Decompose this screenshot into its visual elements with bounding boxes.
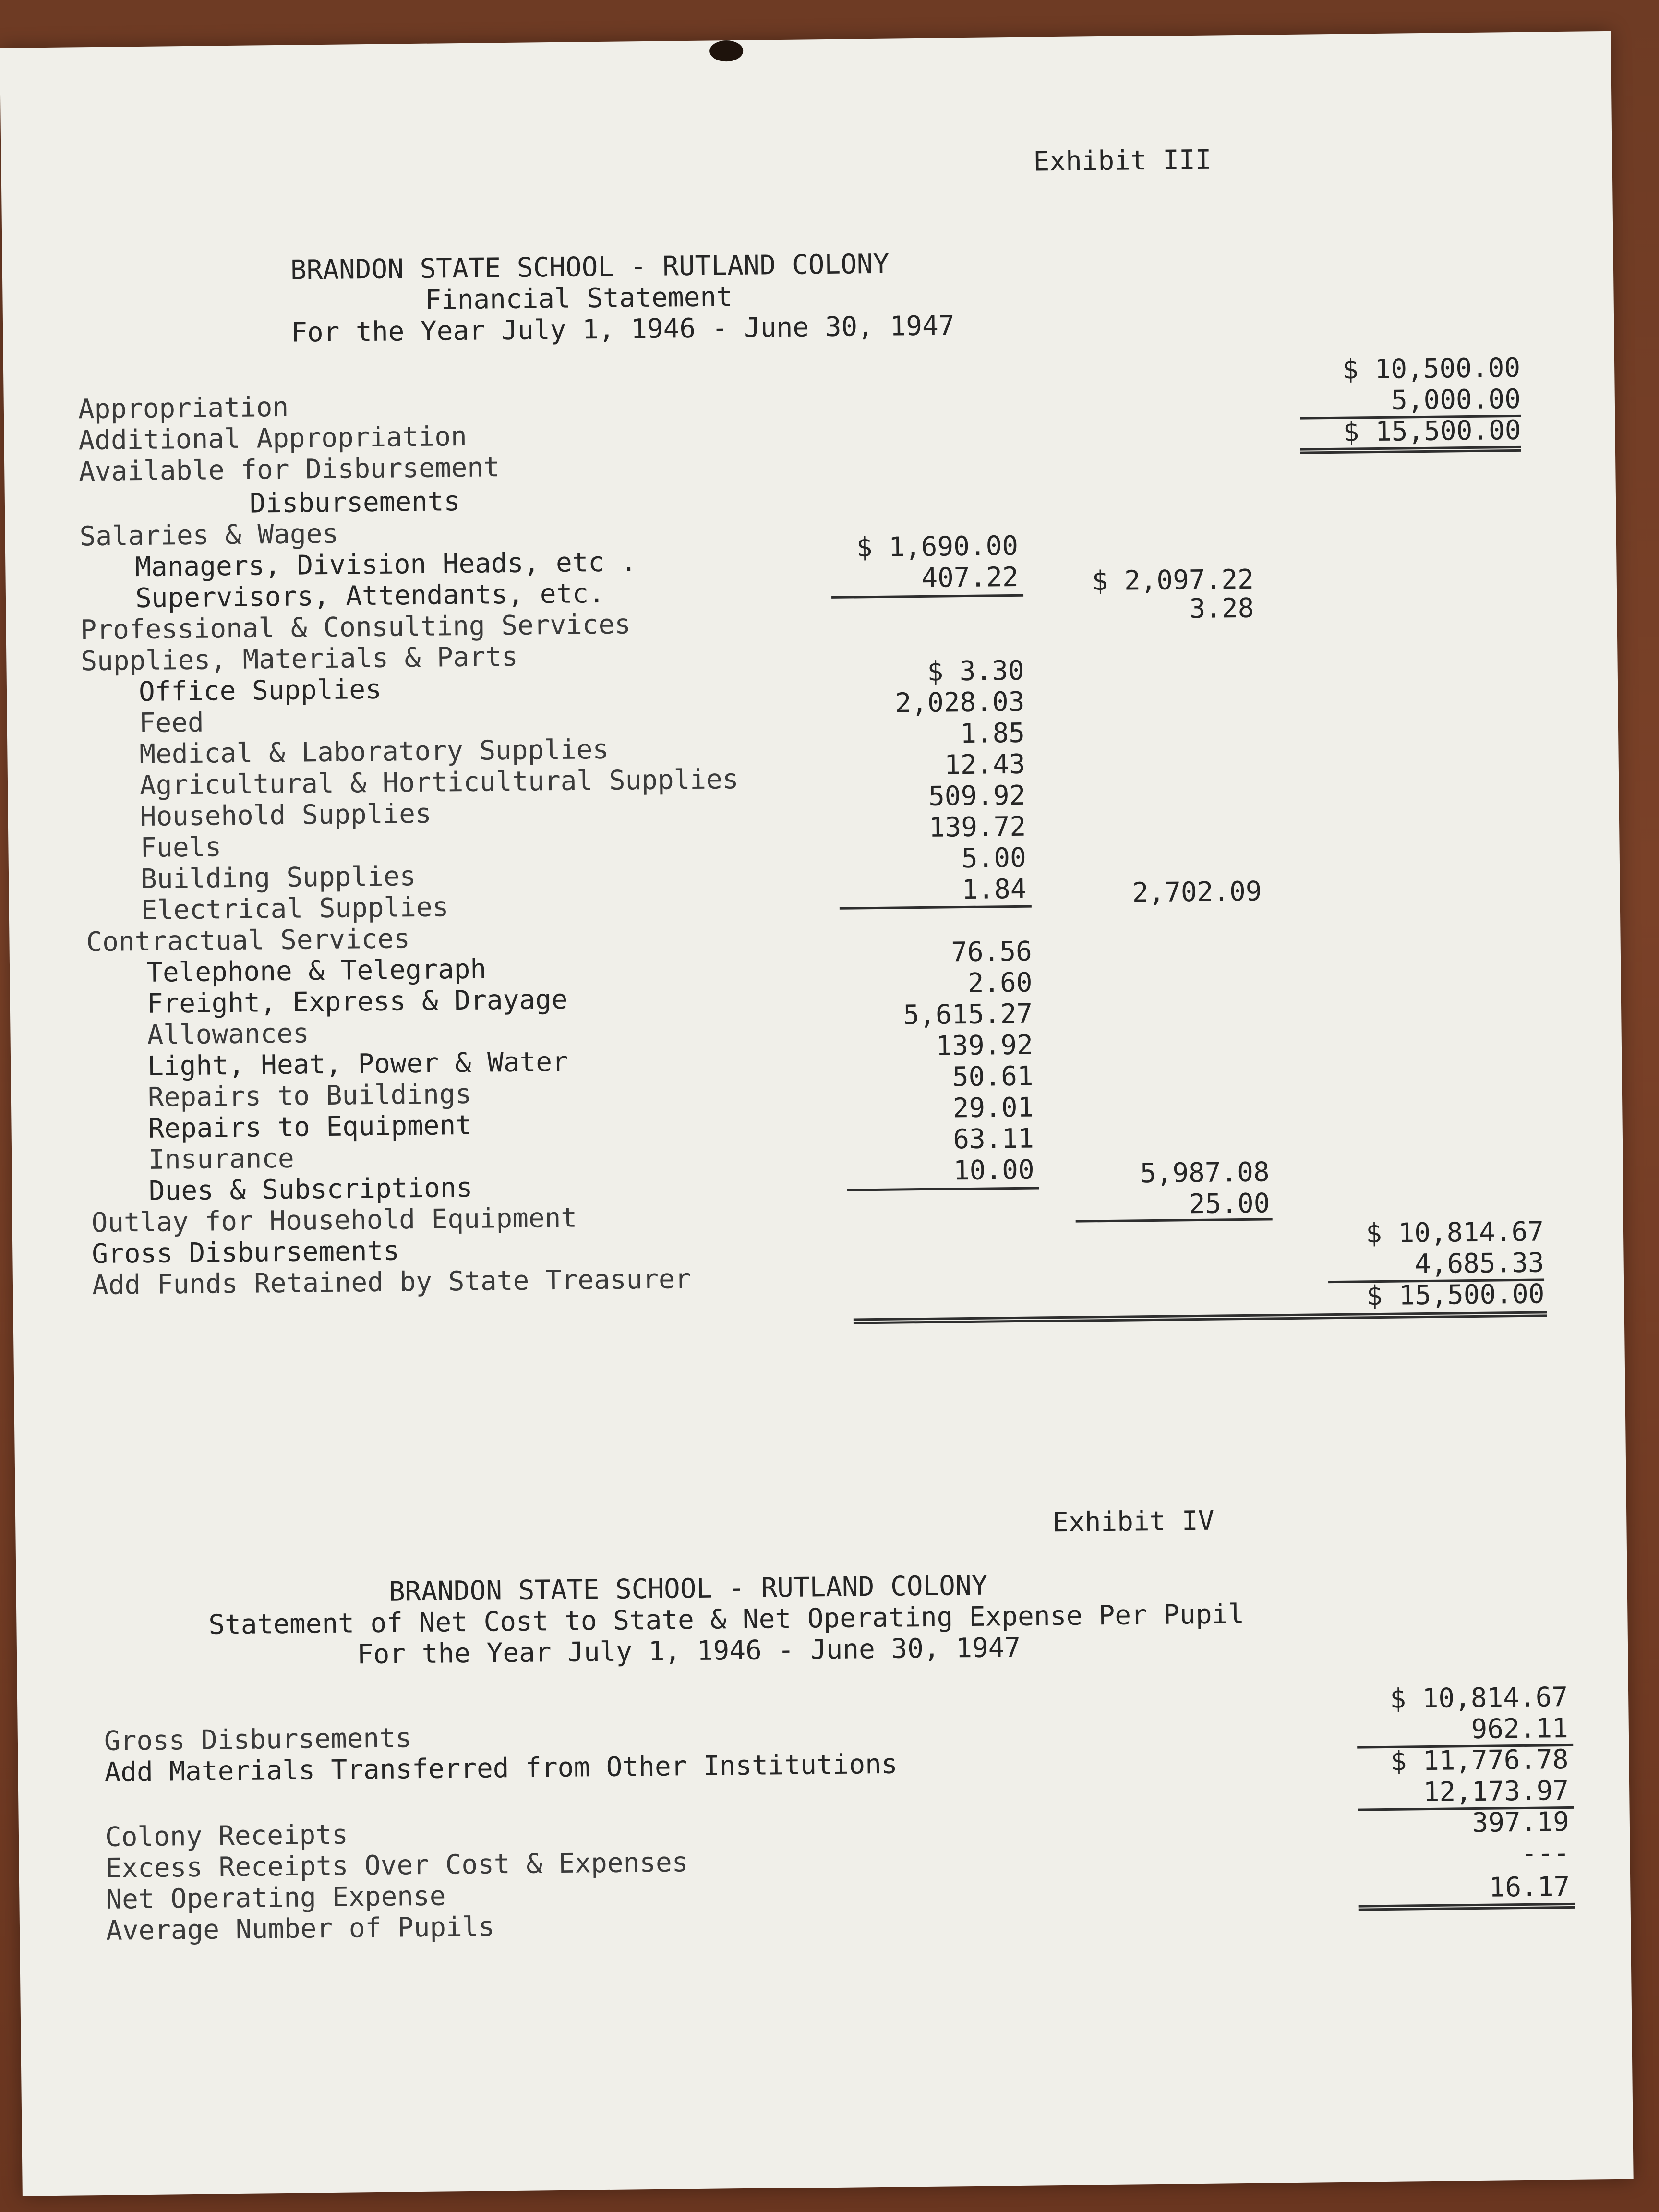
disbursements-heading: Disbursements [249,486,460,519]
salaries-label: Salaries & Wages [79,518,339,553]
double-underline [854,1311,1547,1324]
gross-disbursements-label: Gross Disbursements [104,1722,412,1757]
exhibit-iii-subtitle: Financial Statement [424,281,733,316]
exhibit-iii-label: Exhibit III [1033,144,1212,178]
materials-transferred-amount: 962.11 [1471,1712,1569,1745]
line-item-amount: 50.61 [952,1060,1034,1093]
net-operating-expense-amount: --- [1521,1837,1570,1870]
line-item-label: Medical & Laboratory Supplies [139,733,609,770]
line-item-amount: 29.01 [952,1092,1034,1124]
salaries-total: $ 2,097.22 [1092,564,1254,597]
outlay-amount: 25.00 [1189,1188,1270,1220]
line-item-amount: 10.00 [953,1154,1034,1187]
line-item-label: Managers, Division Heads, etc . [135,546,637,583]
colony-receipts-label: Colony Receipts [105,1819,349,1853]
underline [831,594,1023,599]
retained-label: Add Funds Retained by State Treasurer [92,1263,691,1301]
colony-receipts-amount: 12,173.97 [1423,1775,1569,1808]
contractual-label: Contractual Services [86,923,410,958]
appropriation-label: Appropriation [78,391,289,425]
line-item-amount: 139.92 [936,1029,1034,1062]
available-amount: $ 15,500.00 [1343,414,1521,448]
line-item-label: Household Supplies [140,798,432,833]
line-item-label: Telephone & Telegraph [146,953,487,988]
exhibit-iv-label: Exhibit IV [1052,1505,1214,1539]
line-item-label: Light, Heat, Power & Water [147,1046,569,1082]
subtotal-amount: $ 11,776.78 [1390,1743,1569,1777]
underline [847,1187,1039,1191]
line-item-amount: 407.22 [921,561,1019,594]
line-item-amount: 5,615.27 [903,998,1033,1031]
line-item-amount: 509.92 [928,780,1026,812]
exhibit-iii-period: For the Year July 1, 1946 - June 30, 1947 [290,310,955,349]
line-item-amount: $ 3.30 [927,655,1025,687]
line-item-label: Insurance [148,1142,295,1176]
exhibit-iv-title: BRANDON STATE SCHOOL - RUTLAND COLONY [388,1570,988,1608]
excess-receipts-amount: 397.19 [1472,1806,1570,1839]
line-item-label: Supervisors, Attendants, etc. [135,577,605,614]
gross-disbursements-amount: $ 10,814.67 [1365,1216,1544,1250]
line-item-amount: 2,028.03 [895,686,1025,719]
gross-disbursements-amount: $ 10,814.67 [1389,1681,1568,1715]
exhibit-iv-subtitle: Statement of Net Cost to State & Net Operating Expense Per Pupil [208,1599,1245,1641]
line-item-label: Freight, Express & Drayage [146,984,568,1020]
exhibit-iv-period: For the Year July 1, 1946 - June 30, 1947 [357,1632,1021,1671]
supplies-total: 2,702.09 [1132,876,1262,909]
contractual-total: 5,987.08 [1140,1156,1270,1190]
retained-amount: 4,685.33 [1414,1247,1545,1280]
line-item-amount: 2.60 [967,967,1033,999]
grand-total-amount: $ 15,500.00 [1366,1278,1545,1312]
professional-amount: 3.28 [1189,592,1254,625]
line-item-label: Allowances [147,1018,310,1051]
gross-disbursements-label: Gross Disbursements [91,1235,400,1270]
line-item-label: Office Supplies [138,673,382,708]
line-item-amount: 12.43 [944,748,1026,781]
document-page [0,31,1634,2196]
line-item-amount: 139.72 [928,811,1026,843]
excess-receipts-label: Excess Receipts Over Cost & Expenses [105,1847,688,1884]
average-pupils-label: Average Number of Pupils [106,1911,495,1947]
line-item-amount: 1.85 [960,717,1025,750]
line-item-label: Dues & Subscriptions [148,1172,473,1207]
materials-transferred-label: Add Materials Transferred from Other Institutions [104,1748,898,1788]
line-item-amount: 1.84 [962,873,1027,906]
line-item-label: Repairs to Buildings [147,1078,472,1113]
line-item-amount: 76.56 [950,936,1033,968]
professional-label: Professional & Consulting Services [80,609,631,646]
line-item-label: Agricultural & Horticultural Supplies [139,763,739,802]
punch-hole [709,40,743,62]
line-item-label: Repairs to Equipment [148,1109,472,1144]
exhibit-iii-title: BRANDON STATE SCHOOL - RUTLAND COLONY [290,248,890,286]
line-item-label: Fuels [140,831,222,864]
supplies-label: Supplies, Materials & Parts [81,641,518,677]
line-item-label: Feed [139,707,204,739]
double-underline [1359,1903,1575,1911]
additional-appropriation-label: Additional Appropriation [78,421,468,457]
line-item-amount: 5.00 [961,842,1027,875]
average-pupils-amount: 16.17 [1489,1871,1570,1903]
line-item-label: Building Supplies [140,861,416,895]
additional-appropriation-amount: 5,000.00 [1391,383,1521,416]
available-label: Available for Disbursement [78,452,500,488]
line-item-amount: 63.11 [953,1123,1034,1155]
outlay-label: Outlay for Household Equipment [91,1202,577,1239]
line-item-label: Electrical Supplies [141,891,449,926]
net-operating-expense-label: Net Operating Expense [106,1880,446,1915]
appropriation-amount: $ 10,500.00 [1342,352,1521,385]
line-item-amount: $ 1,690.00 [856,530,1019,564]
double-underline [1300,446,1521,454]
underline [840,905,1032,910]
